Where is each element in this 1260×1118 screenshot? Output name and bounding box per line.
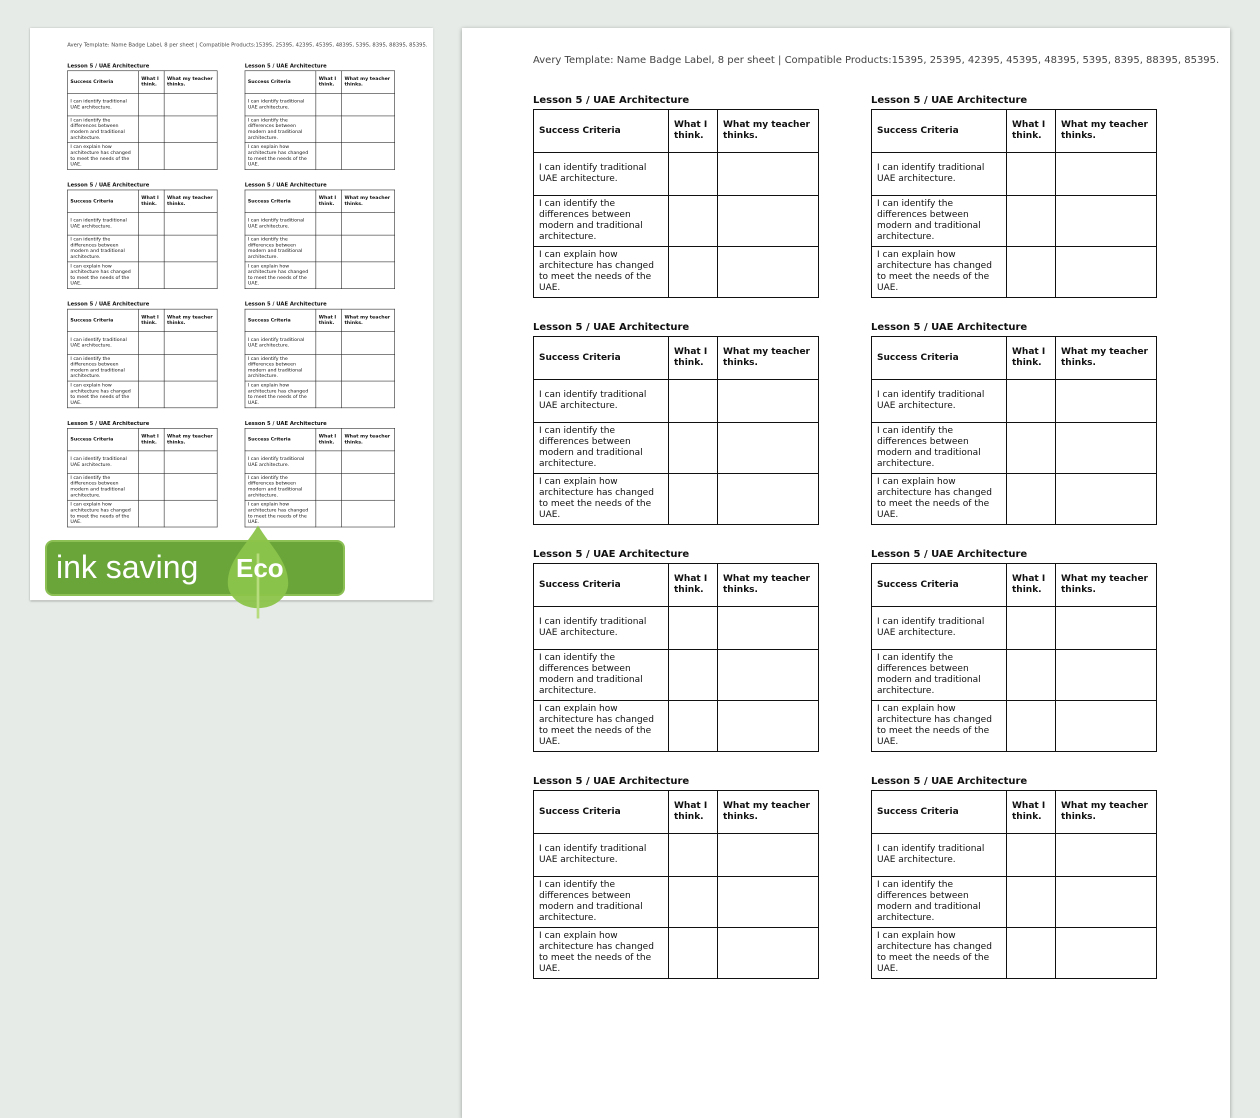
criteria-cell: I can explain how architecture has changed to meet the needs of the UAE.	[68, 381, 139, 408]
self-assessment-cell	[669, 153, 718, 196]
name-badge-label	[245, 302, 395, 409]
name-badge-label	[67, 182, 217, 289]
teacher-assessment-cell	[342, 93, 395, 116]
teacher-assessment-cell	[164, 235, 217, 262]
teacher-assessment-cell	[342, 354, 395, 381]
label-title: Lesson 5 / UAE Architecture	[533, 549, 690, 560]
self-assessment-cell	[138, 473, 164, 500]
column-header: What my teacher thinks.	[164, 428, 217, 451]
column-header: What I think.	[1007, 337, 1056, 380]
column-header: What my teacher thinks.	[342, 428, 395, 451]
teacher-assessment-cell	[164, 381, 217, 408]
column-header: What I think.	[138, 309, 164, 332]
criteria-cell: I can identify the differences between modern and traditional architecture.	[245, 116, 316, 143]
teacher-assessment-cell	[1056, 423, 1157, 474]
self-assessment-cell	[138, 354, 164, 381]
success-criteria-table	[245, 190, 395, 289]
teacher-assessment-cell	[718, 650, 819, 701]
column-header: Success Criteria	[534, 337, 669, 380]
criteria-cell: I can explain how architecture has changed to meet the needs of the UAE.	[245, 143, 316, 170]
name-badge-label	[245, 63, 395, 170]
self-assessment-cell	[669, 928, 718, 979]
criteria-cell: I can identify traditional UAE architecture.	[872, 607, 1007, 650]
success-criteria-table	[533, 563, 819, 752]
criteria-cell: I can identify traditional UAE architecture.	[245, 93, 316, 116]
criteria-cell: I can identify traditional UAE architecture.	[872, 153, 1007, 196]
label-title: Lesson 5 / UAE Architecture	[244, 420, 327, 427]
self-assessment-cell	[669, 701, 718, 752]
self-assessment-cell	[669, 607, 718, 650]
label-title: Lesson 5 / UAE Architecture	[871, 549, 1028, 560]
self-assessment-cell	[316, 381, 342, 408]
self-assessment-cell	[138, 500, 164, 527]
teacher-assessment-cell	[1056, 607, 1157, 650]
self-assessment-cell	[138, 451, 164, 474]
teacher-assessment-cell	[718, 928, 819, 979]
teacher-assessment-cell	[718, 153, 819, 196]
criteria-cell: I can explain how architecture has changed to meet the needs of the UAE.	[68, 143, 139, 170]
self-assessment-cell	[1007, 928, 1056, 979]
teacher-assessment-cell	[342, 262, 395, 289]
column-header: What I think.	[138, 71, 164, 94]
self-assessment-cell	[1007, 701, 1056, 752]
teacher-assessment-cell	[718, 247, 819, 298]
success-criteria-table	[67, 428, 217, 527]
name-badge-label	[871, 549, 1156, 752]
success-criteria-table	[533, 336, 819, 525]
criteria-cell: I can identify the differences between modern and traditional architecture.	[68, 473, 139, 500]
teacher-assessment-cell	[164, 354, 217, 381]
criteria-cell: I can explain how architecture has changed to meet the needs of the UAE.	[872, 701, 1007, 752]
self-assessment-cell	[1007, 196, 1056, 247]
teacher-assessment-cell	[342, 116, 395, 143]
criteria-cell: I can explain how architecture has changed to meet the needs of the UAE.	[534, 701, 669, 752]
column-header: What I think.	[316, 428, 342, 451]
teacher-assessment-cell	[1056, 877, 1157, 928]
teacher-assessment-cell	[342, 381, 395, 408]
column-header: What my teacher thinks.	[718, 337, 819, 380]
template-header: Avery Template: Name Badge Label, 8 per sheet | Compatible Products:15395, 25395, 42395, 45395, 48395, 5395, 8395, 88395, 85395.	[67, 42, 428, 48]
self-assessment-cell	[669, 877, 718, 928]
column-header: What I think.	[1007, 110, 1056, 153]
self-assessment-cell	[316, 235, 342, 262]
teacher-assessment-cell	[342, 332, 395, 355]
column-header: What my teacher thinks.	[164, 190, 217, 213]
self-assessment-cell	[138, 116, 164, 143]
label-title: Lesson 5 / UAE Architecture	[871, 322, 1028, 333]
self-assessment-cell	[316, 500, 342, 527]
success-criteria-table	[871, 109, 1157, 298]
column-header: What my teacher thinks.	[1056, 337, 1157, 380]
success-criteria-table	[533, 790, 819, 979]
self-assessment-cell	[138, 143, 164, 170]
teacher-assessment-cell	[342, 143, 395, 170]
teacher-assessment-cell	[342, 473, 395, 500]
teacher-assessment-cell	[164, 500, 217, 527]
teacher-assessment-cell	[718, 607, 819, 650]
label-title: Lesson 5 / UAE Architecture	[533, 776, 690, 787]
success-criteria-table	[245, 71, 395, 170]
column-header: What I think.	[669, 564, 718, 607]
label-title: Lesson 5 / UAE Architecture	[871, 95, 1028, 106]
ink-saving-text: ink saving	[56, 549, 199, 585]
name-badge-label	[67, 63, 217, 170]
self-assessment-cell	[138, 262, 164, 289]
sheet-preview-large	[462, 28, 1230, 1118]
teacher-assessment-cell	[718, 701, 819, 752]
teacher-assessment-cell	[718, 423, 819, 474]
criteria-cell: I can identify traditional UAE architecture.	[245, 213, 316, 236]
column-header: What my teacher thinks.	[342, 71, 395, 94]
criteria-cell: I can identify the differences between modern and traditional architecture.	[872, 423, 1007, 474]
column-header: What my teacher thinks.	[342, 309, 395, 332]
self-assessment-cell	[669, 196, 718, 247]
criteria-cell: I can identify the differences between modern and traditional architecture.	[534, 196, 669, 247]
self-assessment-cell	[1007, 380, 1056, 423]
column-header: What my teacher thinks.	[342, 190, 395, 213]
success-criteria-table	[871, 790, 1157, 979]
success-criteria-table	[67, 71, 217, 170]
column-header: Success Criteria	[534, 110, 669, 153]
label-title: Lesson 5 / UAE Architecture	[244, 301, 327, 308]
teacher-assessment-cell	[342, 451, 395, 474]
self-assessment-cell	[669, 474, 718, 525]
column-header: What my teacher thinks.	[1056, 564, 1157, 607]
success-criteria-table	[245, 309, 395, 408]
criteria-cell: I can identify the differences between modern and traditional architecture.	[68, 116, 139, 143]
teacher-assessment-cell	[1056, 650, 1157, 701]
teacher-assessment-cell	[718, 196, 819, 247]
self-assessment-cell	[669, 247, 718, 298]
label-title: Lesson 5 / UAE Architecture	[67, 420, 150, 427]
teacher-assessment-cell	[342, 235, 395, 262]
self-assessment-cell	[316, 354, 342, 381]
teacher-assessment-cell	[718, 877, 819, 928]
self-assessment-cell	[1007, 607, 1056, 650]
column-header: What my teacher thinks.	[1056, 791, 1157, 834]
label-title: Lesson 5 / UAE Architecture	[67, 182, 150, 189]
name-badge-label	[245, 421, 395, 528]
self-assessment-cell	[316, 451, 342, 474]
teacher-assessment-cell	[164, 332, 217, 355]
column-header: What my teacher thinks.	[718, 110, 819, 153]
self-assessment-cell	[1007, 650, 1056, 701]
criteria-cell: I can identify traditional UAE architecture.	[245, 332, 316, 355]
column-header: Success Criteria	[68, 71, 139, 94]
self-assessment-cell	[316, 473, 342, 500]
criteria-cell: I can identify traditional UAE architecture.	[534, 607, 669, 650]
criteria-cell: I can identify traditional UAE architecture.	[872, 834, 1007, 877]
column-header: What I think.	[138, 190, 164, 213]
teacher-assessment-cell	[718, 380, 819, 423]
name-badge-label	[871, 95, 1156, 298]
self-assessment-cell	[138, 381, 164, 408]
criteria-cell: I can identify the differences between modern and traditional architecture.	[534, 877, 669, 928]
criteria-cell: I can explain how architecture has changed to meet the needs of the UAE.	[534, 247, 669, 298]
self-assessment-cell	[669, 650, 718, 701]
teacher-assessment-cell	[164, 473, 217, 500]
teacher-assessment-cell	[1056, 701, 1157, 752]
criteria-cell: I can identify traditional UAE architecture.	[68, 332, 139, 355]
criteria-cell: I can identify the differences between modern and traditional architecture.	[245, 235, 316, 262]
teacher-assessment-cell	[164, 116, 217, 143]
name-badge-label	[533, 95, 818, 298]
self-assessment-cell	[316, 143, 342, 170]
column-header: What my teacher thinks.	[164, 71, 217, 94]
teacher-assessment-cell	[1056, 474, 1157, 525]
criteria-cell: I can identify traditional UAE architecture.	[872, 380, 1007, 423]
label-title: Lesson 5 / UAE Architecture	[244, 182, 327, 189]
column-header: What I think.	[138, 428, 164, 451]
column-header: Success Criteria	[245, 428, 316, 451]
column-header: Success Criteria	[872, 110, 1007, 153]
teacher-assessment-cell	[164, 213, 217, 236]
teacher-assessment-cell	[164, 451, 217, 474]
label-title: Lesson 5 / UAE Architecture	[871, 776, 1028, 787]
criteria-cell: I can identify the differences between modern and traditional architecture.	[68, 354, 139, 381]
name-badge-label	[871, 322, 1156, 525]
column-header: What I think.	[669, 791, 718, 834]
label-title: Lesson 5 / UAE Architecture	[67, 63, 150, 69]
teacher-assessment-cell	[1056, 928, 1157, 979]
self-assessment-cell	[669, 380, 718, 423]
label-title: Lesson 5 / UAE Architecture	[533, 95, 690, 106]
self-assessment-cell	[669, 423, 718, 474]
criteria-cell: I can identify the differences between modern and traditional architecture.	[245, 473, 316, 500]
eco-label: Eco	[236, 553, 284, 583]
teacher-assessment-cell	[342, 500, 395, 527]
column-header: What I think.	[316, 71, 342, 94]
criteria-cell: I can identify traditional UAE architecture.	[68, 213, 139, 236]
criteria-cell: I can identify traditional UAE architecture.	[534, 380, 669, 423]
teacher-assessment-cell	[1056, 247, 1157, 298]
criteria-cell: I can identify traditional UAE architecture.	[245, 451, 316, 474]
success-criteria-table	[67, 309, 217, 408]
column-header: Success Criteria	[245, 190, 316, 213]
self-assessment-cell	[138, 93, 164, 116]
criteria-cell: I can identify the differences between modern and traditional architecture.	[872, 877, 1007, 928]
teacher-assessment-cell	[1056, 380, 1157, 423]
column-header: Success Criteria	[534, 564, 669, 607]
teacher-assessment-cell	[164, 262, 217, 289]
column-header: Success Criteria	[245, 309, 316, 332]
criteria-cell: I can identify the differences between modern and traditional architecture.	[534, 423, 669, 474]
name-badge-label	[533, 776, 818, 979]
column-header: What my teacher thinks.	[164, 309, 217, 332]
criteria-cell: I can identify traditional UAE architecture.	[68, 451, 139, 474]
self-assessment-cell	[138, 235, 164, 262]
self-assessment-cell	[1007, 247, 1056, 298]
label-title: Lesson 5 / UAE Architecture	[533, 322, 690, 333]
self-assessment-cell	[1007, 877, 1056, 928]
criteria-cell: I can explain how architecture has changed to meet the needs of the UAE.	[534, 474, 669, 525]
teacher-assessment-cell	[164, 93, 217, 116]
column-header: Success Criteria	[68, 309, 139, 332]
teacher-assessment-cell	[342, 213, 395, 236]
criteria-cell: I can explain how architecture has changed to meet the needs of the UAE.	[245, 381, 316, 408]
column-header: Success Criteria	[68, 190, 139, 213]
label-title: Lesson 5 / UAE Architecture	[244, 63, 327, 69]
criteria-cell: I can explain how architecture has changed to meet the needs of the UAE.	[872, 247, 1007, 298]
teacher-assessment-cell	[164, 143, 217, 170]
criteria-cell: I can identify traditional UAE architecture.	[534, 834, 669, 877]
column-header: Success Criteria	[245, 71, 316, 94]
criteria-cell: I can explain how architecture has changed to meet the needs of the UAE.	[872, 474, 1007, 525]
criteria-cell: I can identify the differences between modern and traditional architecture.	[534, 650, 669, 701]
self-assessment-cell	[316, 213, 342, 236]
criteria-cell: I can explain how architecture has changed to meet the needs of the UAE.	[245, 500, 316, 527]
success-criteria-table	[67, 190, 217, 289]
name-badge-label	[871, 776, 1156, 979]
criteria-cell: I can identify the differences between modern and traditional architecture.	[872, 650, 1007, 701]
self-assessment-cell	[316, 332, 342, 355]
name-badge-label	[67, 302, 217, 409]
sheet-preview-thumbnail[interactable]	[30, 28, 433, 600]
column-header: What I think.	[316, 190, 342, 213]
self-assessment-cell	[1007, 834, 1056, 877]
self-assessment-cell	[1007, 423, 1056, 474]
column-header: What my teacher thinks.	[718, 791, 819, 834]
column-header: Success Criteria	[872, 337, 1007, 380]
criteria-cell: I can identify traditional UAE architecture.	[68, 93, 139, 116]
column-header: What I think.	[669, 337, 718, 380]
criteria-cell: I can explain how architecture has changed to meet the needs of the UAE.	[68, 262, 139, 289]
self-assessment-cell	[138, 332, 164, 355]
column-header: What my teacher thinks.	[718, 564, 819, 607]
success-criteria-table	[871, 336, 1157, 525]
teacher-assessment-cell	[1056, 834, 1157, 877]
column-header: Success Criteria	[68, 428, 139, 451]
teacher-assessment-cell	[1056, 153, 1157, 196]
criteria-cell: I can identify the differences between modern and traditional architecture.	[68, 235, 139, 262]
name-badge-label	[533, 322, 818, 525]
criteria-cell: I can explain how architecture has changed to meet the needs of the UAE.	[68, 500, 139, 527]
column-header: What I think.	[669, 110, 718, 153]
label-title: Lesson 5 / UAE Architecture	[67, 301, 150, 308]
self-assessment-cell	[1007, 153, 1056, 196]
column-header: What my teacher thinks.	[1056, 110, 1157, 153]
column-header: What I think.	[316, 309, 342, 332]
criteria-cell: I can explain how architecture has changed to meet the needs of the UAE.	[245, 262, 316, 289]
criteria-cell: I can explain how architecture has changed to meet the needs of the UAE.	[534, 928, 669, 979]
self-assessment-cell	[316, 262, 342, 289]
criteria-cell: I can explain how architecture has changed to meet the needs of the UAE.	[872, 928, 1007, 979]
self-assessment-cell	[1007, 474, 1056, 525]
success-criteria-table	[245, 428, 395, 527]
column-header: Success Criteria	[534, 791, 669, 834]
self-assessment-cell	[316, 93, 342, 116]
criteria-cell: I can identify the differences between modern and traditional architecture.	[872, 196, 1007, 247]
column-header: What I think.	[1007, 791, 1056, 834]
column-header: Success Criteria	[872, 791, 1007, 834]
teacher-assessment-cell	[718, 834, 819, 877]
name-badge-label	[533, 549, 818, 752]
teacher-assessment-cell	[718, 474, 819, 525]
success-criteria-table	[871, 563, 1157, 752]
column-header: What I think.	[1007, 564, 1056, 607]
teacher-assessment-cell	[1056, 196, 1157, 247]
self-assessment-cell	[669, 834, 718, 877]
self-assessment-cell	[316, 116, 342, 143]
template-header: Avery Template: Name Badge Label, 8 per sheet | Compatible Products:15395, 25395, 42395, 45395, 48395, 5395, 8395, 88395, 85395.	[533, 55, 1220, 66]
name-badge-label	[245, 182, 395, 289]
criteria-cell: I can identify traditional UAE architecture.	[534, 153, 669, 196]
criteria-cell: I can identify the differences between modern and traditional architecture.	[245, 354, 316, 381]
column-header: Success Criteria	[872, 564, 1007, 607]
name-badge-label	[67, 421, 217, 528]
self-assessment-cell	[138, 213, 164, 236]
success-criteria-table	[533, 109, 819, 298]
